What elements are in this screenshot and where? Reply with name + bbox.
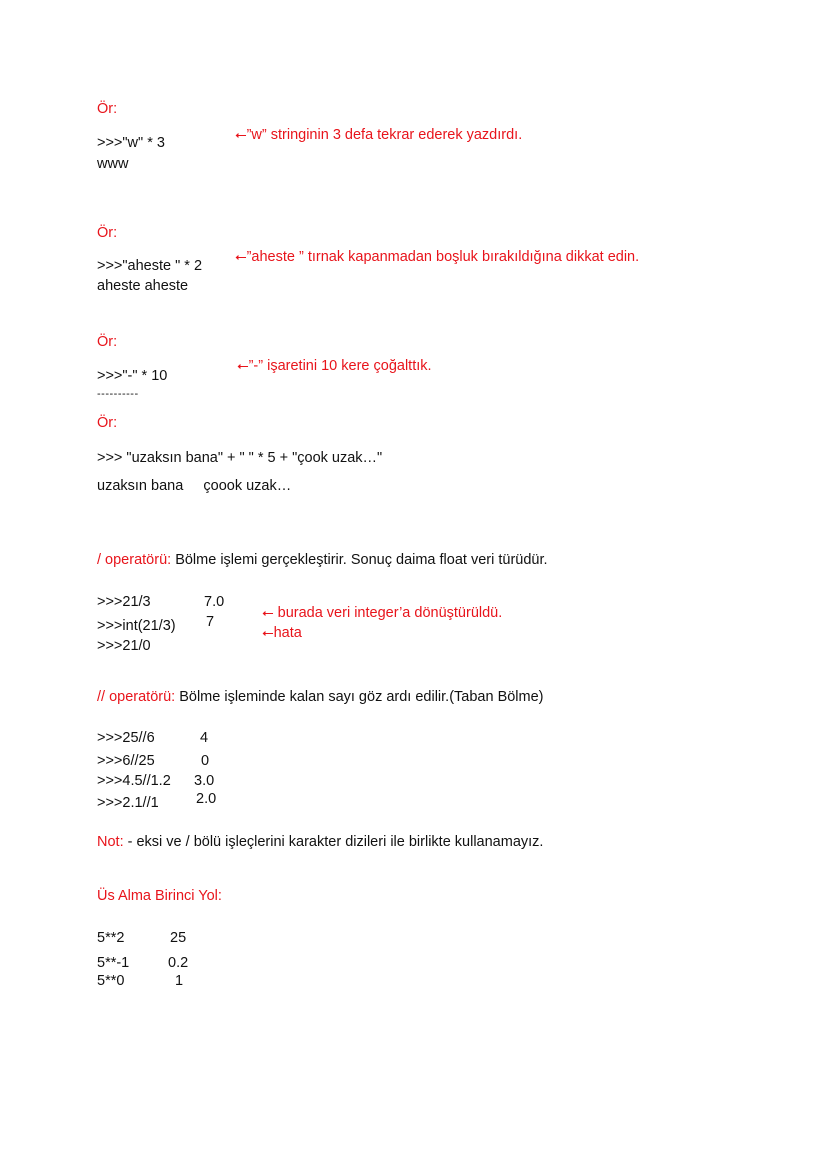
floor-division-row-code: >>>4.5//1.2 [97,773,171,789]
note-line [97,833,543,851]
division-section-title [97,551,548,569]
note-label: Not: [97,834,124,850]
floor-division-section-title [97,688,544,706]
note-text: - eksi ve / bölü işleçlerini karakter dizileri ile birlikte kullanamayız. [123,834,544,850]
floor-division-row-code: >>>25//6 [97,730,155,746]
floor-division-label: // operatörü: [97,689,176,705]
example-1-heading: Ör: [97,101,118,117]
power-row-code: 5**0 [97,973,125,989]
division-label: / operatörü: [97,552,172,568]
division-description: Bölme işlemi gerçekleştirir. Sonuç daima float veri türüdür. [171,552,548,568]
example-4-code: >>> "uzaksın bana" + " " * 5 + "çook uzak…" [97,450,383,466]
example-3-note: ⭠”-” işaretini 10 kere çoğalttık. [237,358,432,374]
floor-division-row-code: >>>2.1//1 [97,795,159,811]
floor-division-row-code: >>>6//25 [97,753,155,769]
example-3-heading: Ör: [97,334,118,350]
example-2-note: ⭠”aheste ” tırnak kapanmadan boşluk bırakıldığına dikkat edin. [235,249,640,265]
floor-division-row-result: 4 [200,730,209,746]
example-1-note: ⭠”w” stringinin 3 defa tekrar ederek yazdırdı. [235,127,523,143]
power-row-code: 5**2 [97,930,125,946]
power-row-code: 5**-1 [97,955,130,971]
example-2-heading: Ör: [97,225,118,241]
floor-division-row-result: 2.0 [196,791,217,807]
power-heading: Üs Alma Birinci Yol: [97,888,222,904]
division-note-integer: ⭠ burada veri integer’a dönüştürüldü. [262,605,503,621]
floor-division-row-result: 0 [201,753,210,769]
example-3-output: ---------- [97,388,139,400]
division-note-error: ⭠hata [262,625,302,641]
example-2-code: >>>"aheste " * 2 [97,258,203,274]
example-4-heading: Ör: [97,415,118,431]
floor-division-description: Bölme işleminde kalan sayı göz ardı edilir.(Taban Bölme) [175,689,544,705]
power-row-result: 0.2 [168,955,189,971]
power-row-result: 25 [170,930,187,946]
example-1-code: >>>"w" * 3 [97,135,165,151]
division-row-code: >>>21/3 [97,594,151,610]
floor-division-row-result: 3.0 [194,773,215,789]
example-3-code: >>>"-" * 10 [97,368,168,384]
division-row-result: 7.0 [204,594,225,610]
division-row-code: >>>int(21/3) [97,618,176,634]
example-1-output: www [97,156,129,172]
power-row-result: 1 [175,973,184,989]
division-row-result: 7 [206,614,215,630]
division-row-code: >>>21/0 [97,638,151,654]
example-4-output: uzaksın bana çoook uzak… [97,478,292,494]
example-2-output: aheste aheste [97,278,189,294]
